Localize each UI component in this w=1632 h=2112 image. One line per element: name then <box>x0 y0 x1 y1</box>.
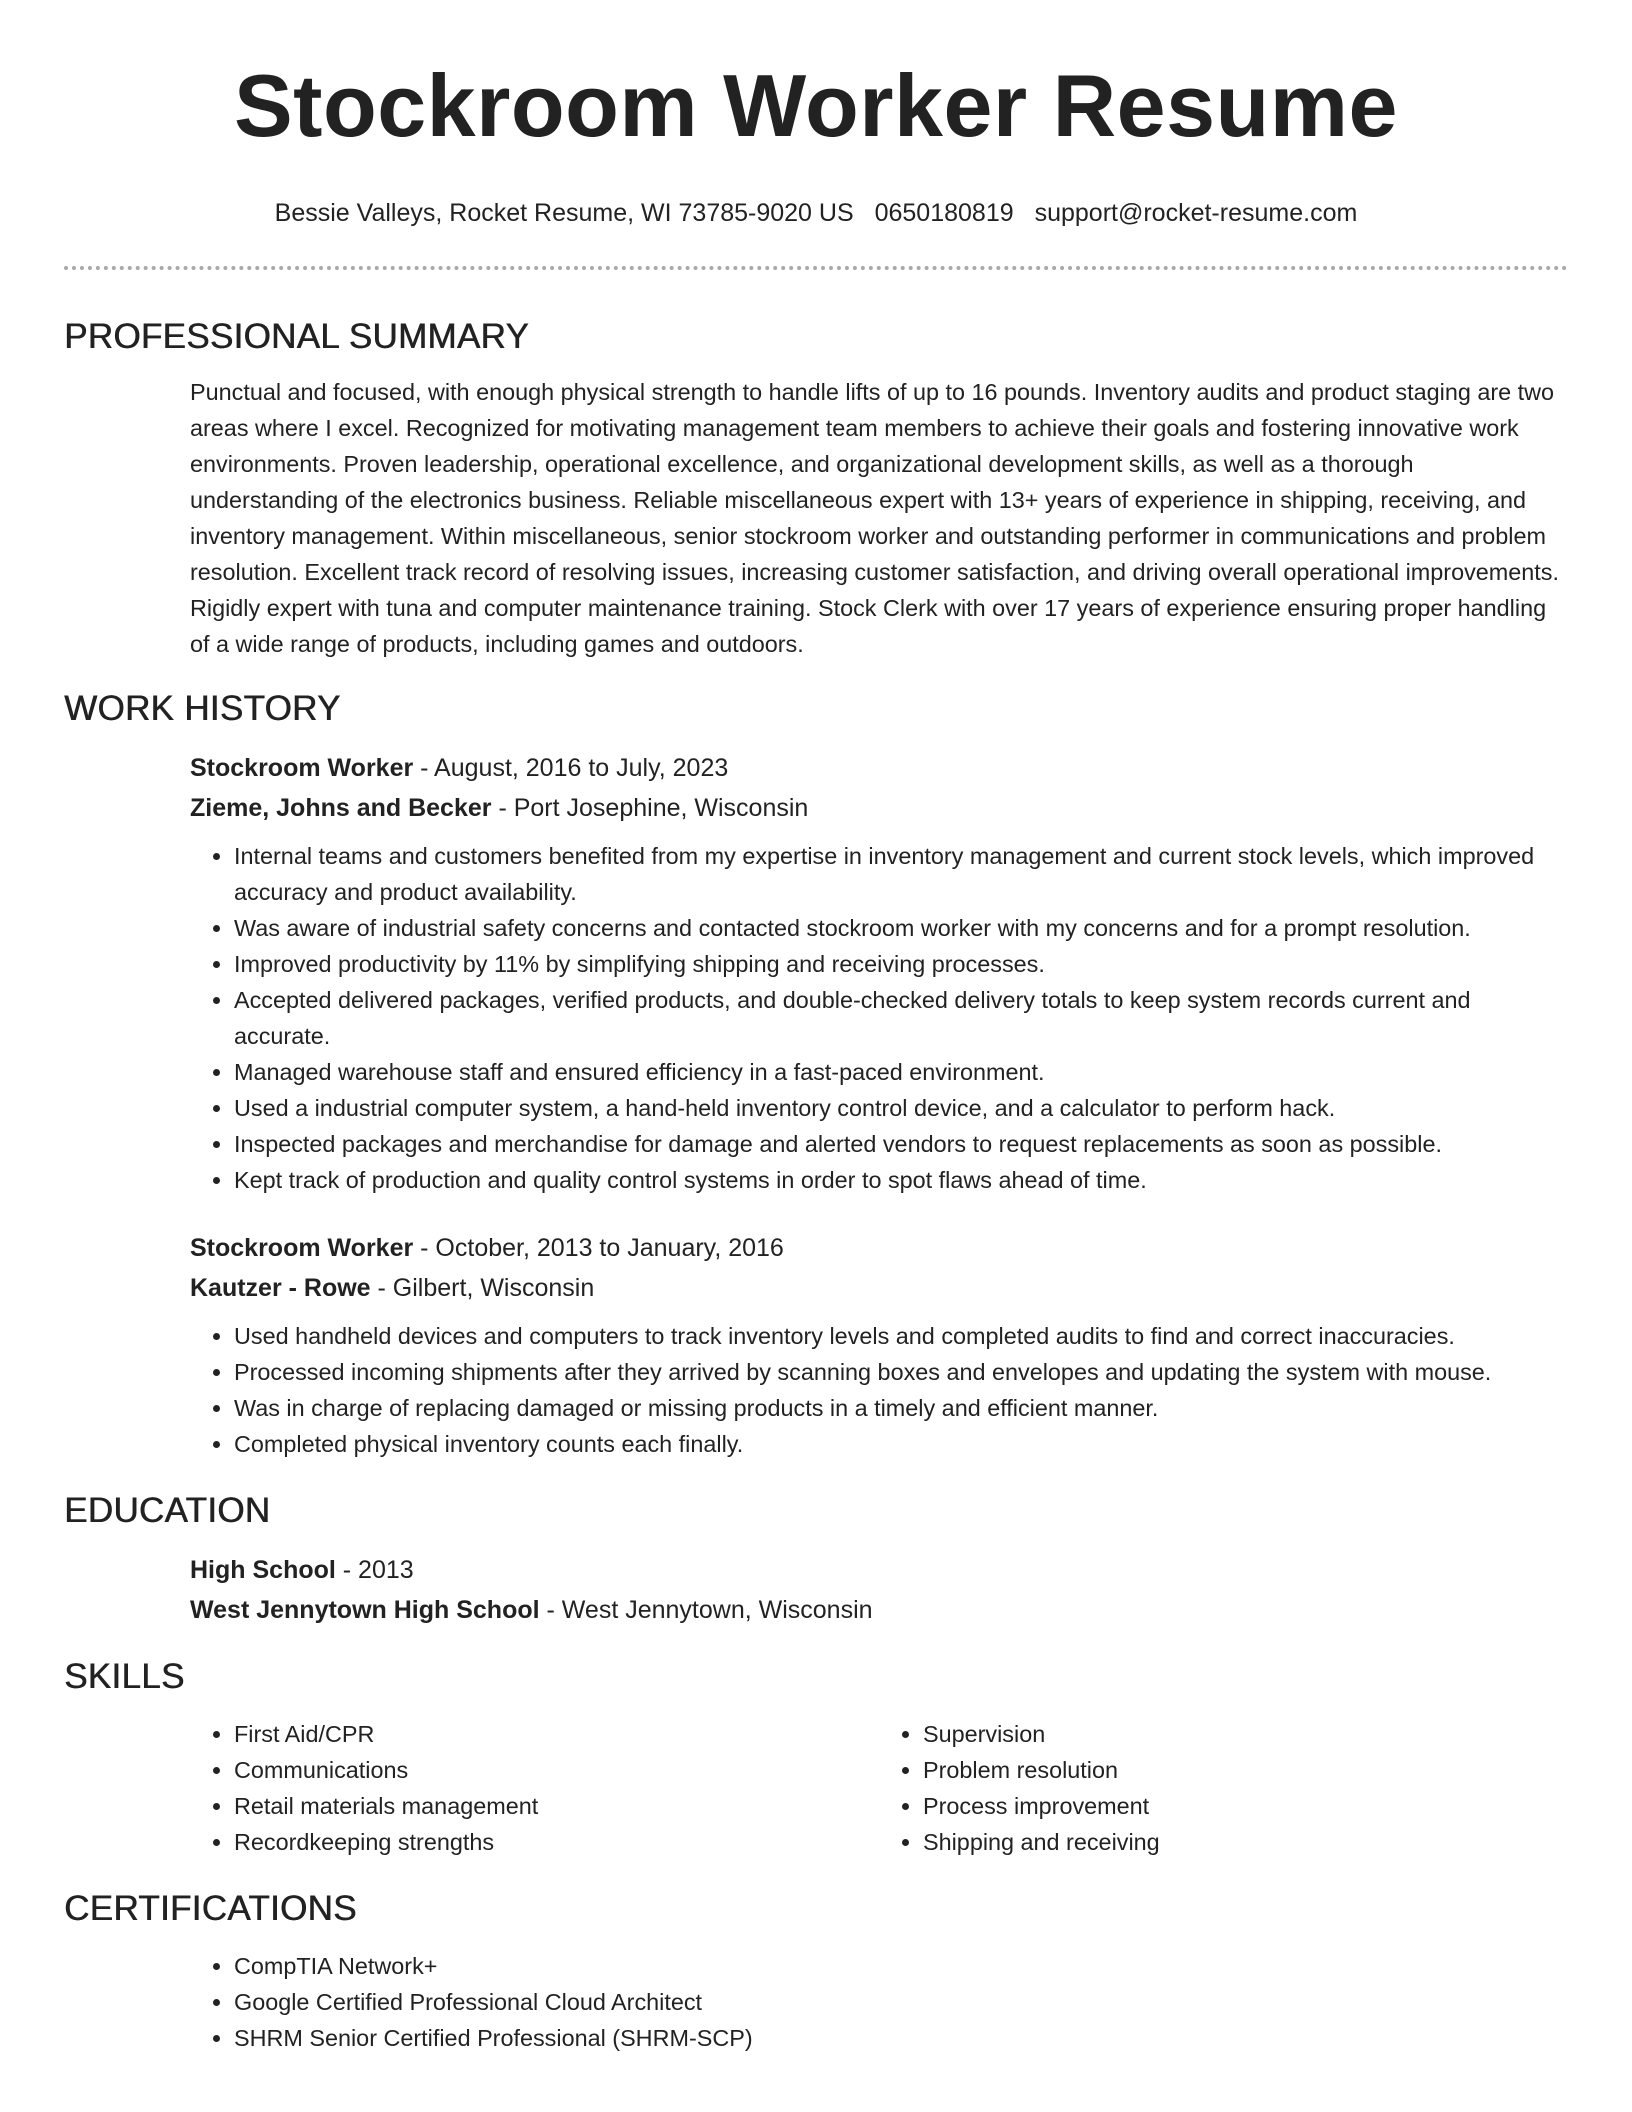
job-title-line <box>190 1228 1568 1268</box>
education-entry <box>190 1550 1568 1630</box>
list-item: • Was in charge of replacing damaged or missing products in a timely and efficient manner. <box>234 1390 1568 1426</box>
list-item: • Problem resolution <box>923 1752 1568 1788</box>
list-item: • Process improvement <box>923 1788 1568 1824</box>
list-item: • Was aware of industrial safety concerns and contacted stockroom worker with my concerns and for a prompt resolution. <box>234 910 1568 946</box>
skills-list-left <box>190 1716 879 1860</box>
list-item: • Internal teams and customers benefited from my expertise in inventory management and current stock levels, which improved accuracy and product availability. <box>234 838 1568 910</box>
job-dates: - August, 2016 to July, 2023 <box>413 754 729 782</box>
list-item: • Shipping and receiving <box>923 1824 1568 1860</box>
education-year: - 2013 <box>335 1556 414 1584</box>
resume-page <box>64 0 1568 2056</box>
contact-email: support@rocket-resume.com <box>1034 199 1358 227</box>
education-school: West Jennytown High School <box>190 1596 540 1624</box>
contact-address: Bessie Valleys, Rocket Resume, WI 73785-9020 US <box>274 199 854 227</box>
list-item: • Retail materials management <box>234 1788 879 1824</box>
job-company: Zieme, Johns and Becker <box>190 794 492 822</box>
list-item: • First Aid/CPR <box>234 1716 879 1752</box>
job-bullets <box>190 838 1568 1198</box>
list-item: • Improved productivity by 11% by simplifying shipping and receiving processes. <box>234 946 1568 982</box>
job-title-line <box>190 748 1568 788</box>
job-location: - Port Josephine, Wisconsin <box>491 794 809 822</box>
skills-columns <box>190 1716 1568 1860</box>
list-item: • Managed warehouse staff and ensured efficiency in a fast-paced environment. <box>234 1054 1568 1090</box>
list-item: • Used a industrial computer system, a hand-held inventory control device, and a calculator to perform hack. <box>234 1090 1568 1126</box>
summary-text: Punctual and focused, with enough physical strength to handle lifts of up to 16 pounds. Inventory audits and product staging are two areas where I excel. Recognized for motivating management team members to achieve their goals and fostering innovative work environments. Proven leadership, operational excellence, and organizational development skills, as well as a thorough understanding of the electronics business. Reliable miscellaneous expert with 13+ years of experience in shipping, receiving, and inventory management. Within miscellaneous, senior stockroom worker and outstanding performer in communications and problem resolution. Excellent track record of resolving issues, increasing customer satisfaction, and driving overall operational improvements. Rigidly expert with tuna and computer maintenance training. Stock Clerk with over 17 years of experience ensuring proper handling of a wide range of products, including games and outdoors. <box>190 379 1559 657</box>
job-company: Kautzer - Rowe <box>190 1274 371 1302</box>
job-company-line <box>190 1268 1568 1308</box>
section-heading-education: EDUCATION <box>64 1491 271 1530</box>
list-item: • Inspected packages and merchandise for damage and alerted vendors to request replacements as soon as possible. <box>234 1126 1568 1162</box>
certifications-list <box>190 1948 1568 2056</box>
contact-phone: 0650180819 <box>874 199 1014 227</box>
list-item: • CompTIA Network+ <box>234 1948 1568 1984</box>
job-location: - Gilbert, Wisconsin <box>370 1274 595 1302</box>
header-divider <box>64 266 1568 270</box>
job-title: Stockroom Worker <box>190 1234 414 1262</box>
section-heading-summary: PROFESSIONAL SUMMARY <box>64 317 529 356</box>
list-item: • Recordkeeping strengths <box>234 1824 879 1860</box>
job-title: Stockroom Worker <box>190 754 414 782</box>
section-heading-certifications: CERTIFICATIONS <box>64 1889 357 1928</box>
job-bullets <box>190 1318 1568 1462</box>
list-item: • Used handheld devices and computers to track inventory levels and completed audits to find and correct inaccuracies. <box>234 1318 1568 1354</box>
contact-line <box>64 196 1568 230</box>
education-degree: High School <box>190 1556 336 1584</box>
list-item: • Processed incoming shipments after they arrived by scanning boxes and envelopes and updating the system with mouse. <box>234 1354 1568 1390</box>
section-heading-skills: SKILLS <box>64 1657 185 1696</box>
skills-list-right <box>879 1716 1568 1860</box>
list-item: • Communications <box>234 1752 879 1788</box>
education-degree-line <box>190 1550 1568 1590</box>
resume-title: Stockroom Worker Resume <box>233 56 1398 155</box>
list-item: • Kept track of production and quality control systems in order to spot flaws ahead of time. <box>234 1162 1568 1198</box>
job-company-line <box>190 788 1568 828</box>
job-dates: - October, 2013 to January, 2016 <box>413 1234 784 1262</box>
list-item: • Completed physical inventory counts each finally. <box>234 1426 1568 1462</box>
job-entry <box>190 1228 1568 1462</box>
section-heading-work-history: WORK HISTORY <box>64 689 341 728</box>
list-item: • Google Certified Professional Cloud Architect <box>234 1984 1568 2020</box>
education-school-line <box>190 1590 1568 1630</box>
job-entry <box>190 748 1568 1198</box>
list-item: • SHRM Senior Certified Professional (SHRM-SCP) <box>234 2020 1568 2056</box>
list-item: • Accepted delivered packages, verified products, and double-checked delivery totals to keep system records current and accurate. <box>234 982 1568 1054</box>
education-location: - West Jennytown, Wisconsin <box>539 1596 873 1624</box>
list-item: • Supervision <box>923 1716 1568 1752</box>
